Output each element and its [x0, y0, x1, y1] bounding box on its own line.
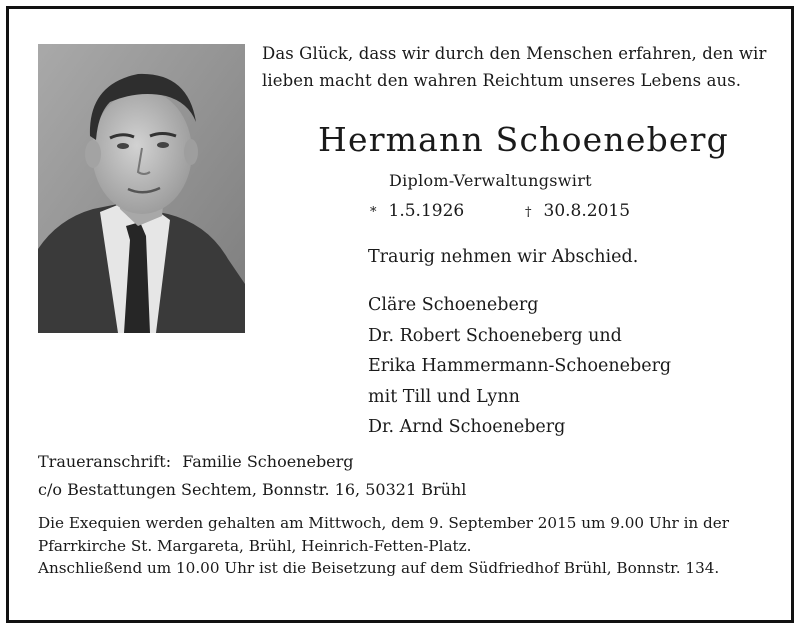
farewell-text: Traurig nehmen wir Abschied.	[368, 247, 639, 267]
family-member: Dr. Robert Schoeneberg und	[368, 325, 622, 346]
birth-date: 1.5.1926	[388, 201, 465, 221]
family-member: mit Till und Lynn	[368, 386, 520, 407]
service-line: Die Exequien werden gehalten am Mittwoch, dem 9. September 2015 um 9.00 Uhr in der	[38, 514, 730, 532]
portrait-illustration	[38, 44, 245, 333]
address-line: Familie Schoeneberg	[182, 452, 354, 471]
birth	[370, 201, 464, 221]
family-member: Dr. Arnd Schoeneberg	[368, 417, 566, 437]
family-member: Erika Hammermann-Schoeneberg	[368, 356, 672, 376]
quote-text	[262, 40, 772, 94]
service-line: Pfarrkirche St. Margareta, Brühl, Heinrich-Fetten-Platz.	[38, 536, 472, 555]
service-info	[38, 512, 729, 580]
quote-line: lieben macht den wahren Reichtum unseres Lebens aus.	[262, 71, 742, 90]
family-list	[368, 290, 671, 443]
death	[525, 201, 630, 221]
mourning-address	[38, 448, 466, 504]
address-line: c/o Bestattungen Sechtem, Bonnstr. 16, 50321 Brühl	[38, 480, 467, 499]
address-label: Traueranschrift:	[38, 452, 172, 471]
birth-star-icon: *	[370, 205, 377, 220]
portrait-photo	[38, 44, 245, 333]
death-cross-icon: †	[525, 205, 532, 220]
service-line: Anschließend um 10.00 Uhr ist die Beisetzung auf dem Südfriedhof Brühl, Bonnstr. 134.	[38, 559, 720, 577]
death-date: 30.8.2015	[543, 201, 631, 221]
quote-line: Das Glück, dass wir durch den Menschen erfahren, den wir	[262, 44, 767, 63]
deceased-title: Diplom-Verwaltungswirt	[389, 171, 592, 190]
deceased-name: Hermann Schoeneberg	[318, 120, 729, 159]
family-member: Cläre Schoeneberg	[368, 295, 539, 315]
